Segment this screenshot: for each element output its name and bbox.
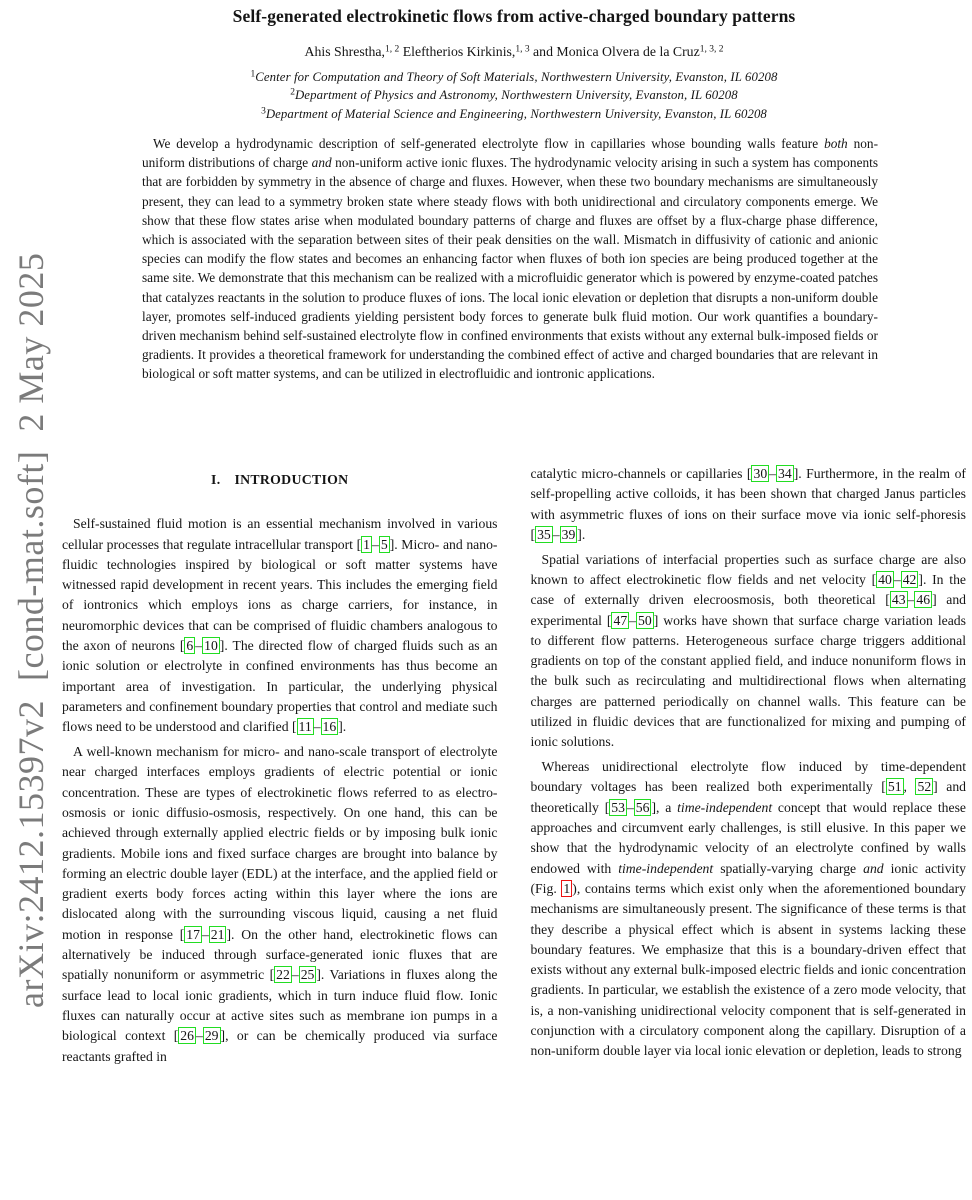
paper-title: Self-generated electrokinetic flows from active-charged boundary patterns — [232, 6, 796, 26]
superscript: 1, 2 — [385, 44, 400, 55]
citation-link[interactable]: 22 — [276, 967, 290, 983]
arxiv-watermark: arXiv:2412.15397v2 [cond-mat.soft] 2 May 2025 — [11, 252, 51, 1008]
italic-text: and — [311, 155, 332, 171]
superscript: 1 — [250, 69, 256, 80]
superscript: 1, 3, 2 — [699, 44, 724, 55]
citation-link[interactable]: 29 — [204, 1028, 219, 1044]
citation-link[interactable]: 34 — [778, 466, 792, 481]
citation-link[interactable]: 56 — [635, 799, 650, 815]
citation-link[interactable]: 53 — [611, 799, 625, 815]
italic-text: both — [824, 136, 848, 151]
paragraph: Whereas unidirectional electrolyte flow induced by time-dependent boundary voltages has been realized both experimentally [ 51 , 52 ] and theoretically [ 53 – 56 ], a time-independent concept that would replace these approaches and circumvent early challenges, is still elusive. In this paper we show that the hydrodynamic velocity of an electrolyte confined by walls endowed with time-independent spatially-varying charge and ionic activity (Fig. 1 ), contains terms which exist only when the aforementioned boundary mechanisms are simultaneously present. The significance of these terms is that they describe a physical effect which is absent in systems lacking these boundary features. We emphasize that this is a boundary-driven effect that exists without any external bulk-imposed electric fields and ionic concentration gradients. In particular, we establish the existence of a zero mode velocity, that is, a non-vanishing unidirectional velocity component that is self-generated in conjunction with a circulatory component along the capillary. Disruption of a non-uniform double layer via local ionic elevation or depletion, leads to strong — [530, 759, 966, 1059]
citation-link[interactable]: 1 — [363, 536, 371, 552]
right-column-paragraphs — [531, 464, 967, 1062]
citation-link[interactable]: 40 — [878, 571, 892, 587]
citation-link[interactable]: 30 — [753, 466, 768, 481]
citation-link[interactable]: 16 — [322, 719, 337, 735]
section-number: I. — [211, 472, 221, 487]
section-heading-introduction — [62, 470, 498, 490]
superscript: 2 — [290, 87, 295, 98]
affiliation-3 — [62, 105, 966, 123]
two-column-body — [62, 464, 966, 1200]
citation-link[interactable]: 50 — [638, 612, 652, 628]
citation-link[interactable]: 25 — [300, 967, 315, 983]
superscript: 1, 3 — [515, 44, 530, 55]
paragraph: catalytic micro-channels or capillaries [ 30 – 34 ]. Furthermore, in the realm of self-propelling active colloids, it has been shown that charged Janus particles with asymmetric fluxes of ions on their surface move via ionic self-phoresis [ 35 – 39 ]. — [530, 466, 966, 542]
italic-text: Center for Computation and Theory of Soft Materials, Northwestern University, Evanston, IL 60208 — [255, 70, 778, 84]
citation-link[interactable]: 26 — [180, 1028, 194, 1044]
citation-link[interactable]: 43 — [891, 592, 906, 608]
citation-link[interactable]: 21 — [210, 926, 225, 942]
affiliation-2 — [62, 86, 966, 104]
superscript: 3 — [261, 106, 266, 117]
section-title: INTRODUCTION — [234, 472, 349, 487]
citation-link[interactable]: 6 — [186, 638, 194, 654]
affiliation-1 — [62, 68, 966, 86]
citation-link[interactable]: 11 — [298, 719, 312, 735]
italic-text: Department of Material Science and Engineering, Northwestern University, Evanston, IL 60208 — [265, 106, 767, 121]
paragraph: Spatial variations of interfacial properties such as surface charge are also known to affect electrokinetic flow fields and net velocity [ 40 – 42 ]. In the case of externally driven elecroosmosis, both theoretical [ 43 – 46 ] and experimental [ 47 – 50 ] works have shown that surface charge variation leads to different flow patterns. Heterogeneous surface charge triggers additional gradients on top of the constant applied field, and induce nonuniform flows in the bulk such as recirculating and multidirectional flows when alternating charges are patterned periodically on channel walls. This feature can be utilized in fluidic devices that are functionalized for mixing and pumping of ionic solutions. — [530, 551, 966, 750]
citation-link[interactable]: 39 — [561, 526, 576, 542]
paragraph: A well-known mechanism for micro- and nano-scale transport of electrolyte near charged interfaces employs gradients of electric potential or ionic concentration. These are types of electrokinetic flows referred to as electro-osmosis or ionic diffusio-osmosis, respectively. On one hand, this can be achieved through externally applied electric fields or by imposing bulk ionic gradients. Mobile ions and fixed surface charges are brought into balance by forming an electric double layer (EDL) at the interface, and the applied field or gradient exerts body forces acting within this layer where the ions are dislocated along with the surrounding viscous liquid, causing a net fluid motion in response [ 17 – 21 ]. On the other hand, electrokinetic flows can alternatively be induced through surface-generated ionic fluxes that are spatially nonuniform or asymmetric [ 22 – 25 ]. Variations in fluxes along the surface lead to local ionic gradients, which in turn induce fluid flow. Ionic fluxes can naturally occur at active sites such as membrane ion pumps in a biological context [ 26 – 29 ], or can be chemically produced via surface reactants grafted in — [62, 744, 498, 1064]
citation-link[interactable]: 47 — [613, 612, 628, 628]
left-column-paragraphs — [62, 514, 498, 1067]
italic-text: time-independent — [618, 860, 714, 876]
right-column — [531, 464, 967, 1200]
citation-link[interactable]: 42 — [902, 571, 917, 587]
citation-link[interactable]: 46 — [916, 592, 931, 608]
citation-link[interactable]: 5 — [380, 536, 388, 552]
author-line: Ahis Shrestha,$^{1, 2}$ Eleftherios Kirkinis,$^{1, 3}$ and Monica Olvera de la Cruz$^{1, 3, 2}$ — [304, 44, 724, 59]
citation-link[interactable]: 51 — [887, 779, 902, 795]
italic-text: Department of Physics and Astronomy, Northwestern University, Evanston, IL 60208 — [294, 88, 738, 103]
figure-link[interactable]: 1 — [563, 880, 571, 896]
italic-text: time-independent — [677, 799, 773, 815]
citation-link[interactable]: 35 — [537, 526, 551, 542]
paragraph: Self-sustained fluid motion is an essential mechanism involved in various cellular processes that regulate intracellular transport [ 1 – 5 ]. Micro- and nano-fluidic technologies inspired by biological or soft matter systems have witnessed rapid development in recent years. This includes the emerging field of iontronics which employs ions as charge carriers, for instance, in neuromorphic devices that can be comprised of fluidic chambers analogous to the axon of neurons [ 6 – 10 ]. The directed flow of charged fluids such as an ionic solution or electrolyte in confined environments has thus become an important area of investigation. In particular, the underlying physical parameters and confinement boundary properties that control and mediate such flows need to be understood and clarified [ 11 – 16 ]. — [62, 516, 498, 735]
affiliations — [62, 68, 966, 123]
italic-text: and — [863, 860, 884, 876]
citation-link[interactable]: 17 — [186, 926, 200, 942]
left-column — [62, 464, 498, 1200]
citation-link[interactable]: 52 — [917, 779, 932, 795]
paper-header — [62, 0, 966, 123]
citation-link[interactable]: 10 — [204, 638, 218, 654]
abstract: We develop a hydrodynamic description of self-generated electrolyte flow in capillaries whose bounding walls feature both non-uniform distributions of charge and non-uniform active ionic fluxes. The hydrodynamic velocity arising in such a system has components that are forbidden by symmetry in the absence of charge and fluxes. However, when these two boundary mechanisms are simultaneously present, they can lead to a symmetry broken state where steady flows with both unidirectional and circulatory components emerge. We show that these flow states arise when modulated boundary patterns of charge and fluxes are offset by a flux-charge phase difference, which is associated with the separation between sites of their peak densities on the wall. Mismatch in diffusivity of cationic and anionic species can modify the flow states and becomes an enhancing factor when fluxes of both ion species are being produced together at the same site. We demonstrate that this mechanism can be realized with a microfluidic generator which is powered by enzyme-coated patches that catalyzes reactants in the solution to produce fluxes of ions. The local ionic elevation or depletion that disrupts a non-uniform double layer, promotes self-induced gradients yielding persistent body forces to generate bulk fluid motion. Our work quantifies a boundary-driven mechanism behind self-sustained electrolyte flow in confined environments that exists without any external bulk-imposed fields or gradients. It provides a theoretical framework for understanding the combined effect of active and charged boundaries that are relevant in biological or soft matter systems, and can be utilized in electrofluidic and iontronic applications. — [142, 136, 878, 382]
